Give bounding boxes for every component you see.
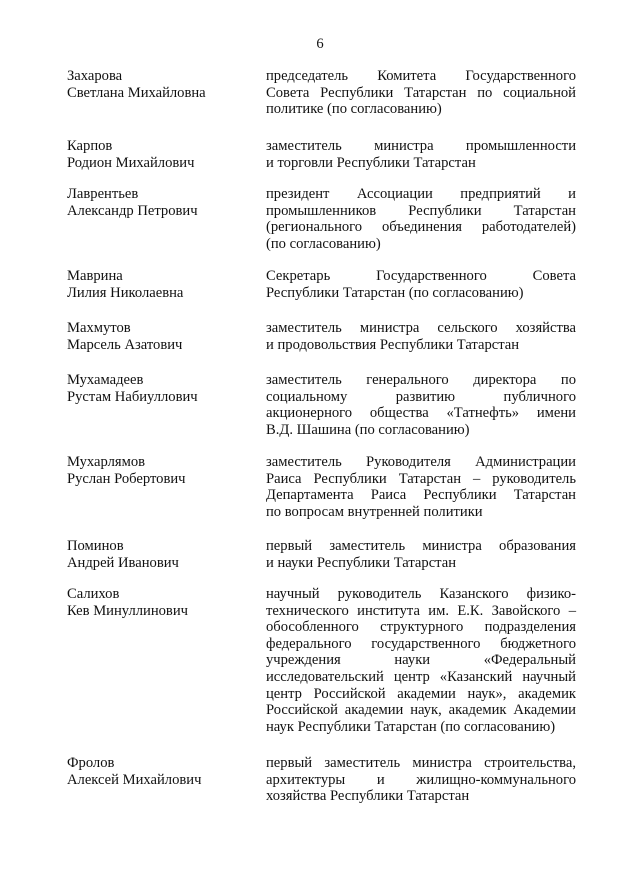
position-line: первый заместитель министра образования (266, 538, 576, 554)
member-surname: Захарова (67, 68, 123, 84)
position-line: социальному развитию публичного (266, 388, 576, 405)
member-given-names: Руслан Робертович (67, 471, 186, 487)
member-name (67, 586, 257, 620)
page-number: 6 (316, 36, 324, 52)
position-line: председатель Комитета Государственного (266, 68, 576, 84)
member-name (67, 186, 257, 220)
position-line: (по согласованию) (266, 235, 381, 252)
member-name (67, 68, 257, 102)
member-given-names: Андрей Иванович (67, 555, 179, 571)
position-line: технического института им. Е.К. Завойского – (266, 602, 576, 619)
member-given-names: Алексей Михайлович (67, 772, 202, 788)
position-line: заместитель генерального директора по (266, 372, 576, 388)
member-position (266, 755, 576, 805)
position-line: центр Российской академии наук», академик (266, 685, 576, 702)
position-line: Секретарь Государственного Совета (266, 268, 576, 284)
member-name (67, 538, 257, 572)
member-surname: Маврина (67, 268, 123, 284)
member-name (67, 454, 257, 488)
member-position (266, 68, 576, 118)
member-surname: Мухарлямов (67, 454, 146, 470)
member-given-names: Александр Петрович (67, 203, 198, 219)
member-given-names: Родион Михайлович (67, 155, 195, 171)
member-position (266, 454, 576, 520)
position-line: промышленников Республики Татарстан (266, 202, 576, 219)
position-line: В.Д. Шашина (по согласованию) (266, 421, 470, 438)
position-line: архитектуры и жилищно-коммунального (266, 771, 576, 788)
member-position (266, 268, 576, 301)
position-line: Департамента Раиса Республики Татарстан (266, 487, 576, 504)
position-line: (регионального объединения работодателей) (266, 219, 576, 236)
position-line: Республики Татарстан (по согласованию) (266, 284, 524, 301)
member-surname: Махмутов (67, 320, 131, 336)
member-name (67, 138, 257, 172)
member-given-names: Светлана Михайловна (67, 85, 206, 101)
member-position (266, 538, 576, 571)
position-line: обособленного структурного подразделения (266, 619, 576, 636)
position-line: федерального государственного бюджетного (266, 635, 576, 652)
member-surname: Фролов (67, 755, 115, 771)
member-name (67, 755, 257, 789)
member-surname: Поминов (67, 538, 124, 554)
member-position (266, 586, 576, 735)
position-line: Совета Республики Татарстан по социальной (266, 84, 576, 101)
position-line: заместитель Руководителя Администрации (266, 454, 576, 470)
position-line: первый заместитель министра строительства, (266, 755, 576, 771)
position-line: наук Республики Татарстан (по согласованию) (266, 718, 556, 735)
member-surname: Мухамадеев (67, 372, 144, 388)
position-line: исследовательский центр «Казанский научный (266, 668, 576, 685)
member-surname: Карпов (67, 138, 113, 154)
position-line: и продовольствия Республики Татарстан (266, 336, 520, 353)
position-line: научный руководитель Казанского физико- (266, 586, 576, 602)
member-position (266, 138, 576, 171)
position-line: политике (по согласованию) (266, 101, 442, 118)
position-line: и торговли Республики Татарстан (266, 154, 476, 171)
position-line: учреждения науки «Федеральный (266, 652, 576, 669)
member-name (67, 320, 257, 354)
member-surname: Салихов (67, 586, 120, 602)
position-line: заместитель министра промышленности (266, 138, 576, 154)
member-position (266, 186, 576, 252)
position-line: президент Ассоциации предприятий и (266, 186, 576, 202)
position-line: по вопросам внутренней политики (266, 503, 483, 520)
position-line: хозяйства Республики Татарстан (266, 788, 470, 805)
member-given-names: Рустам Набиуллович (67, 389, 198, 405)
position-line: Раиса Республики Татарстан – руководитель (266, 470, 576, 487)
position-line: заместитель министра сельского хозяйства (266, 320, 576, 336)
member-given-names: Марсель Азатович (67, 337, 183, 353)
member-position (266, 320, 576, 353)
member-name (67, 268, 257, 302)
member-given-names: Лилия Николаевна (67, 285, 184, 301)
member-given-names: Кев Минуллинович (67, 603, 188, 619)
member-position (266, 372, 576, 438)
position-line: Российской академии наук, академик Академии (266, 702, 576, 719)
position-line: и науки Республики Татарстан (266, 554, 457, 571)
position-line: акционерного общества «Татнефть» имени (266, 405, 576, 422)
member-surname: Лаврентьев (67, 186, 139, 202)
member-name (67, 372, 257, 406)
